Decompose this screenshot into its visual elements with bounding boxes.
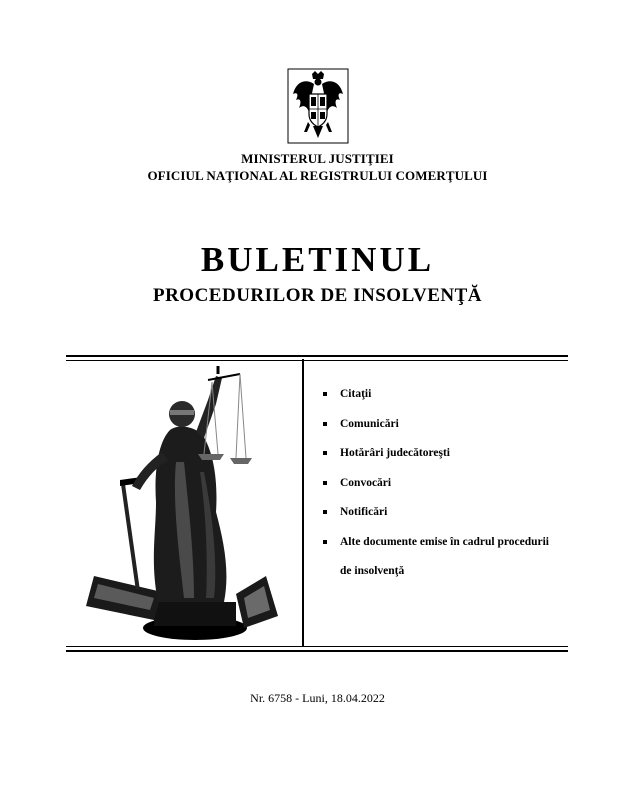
- bulletin-subtitle: PROCEDURILOR DE INSOLVENŢĂ: [152, 285, 483, 306]
- office-name: OFICIUL NAŢIONAL AL REGISTRULUI COMERŢULUI: [147, 168, 488, 183]
- top-rule-thin: [66, 360, 568, 361]
- list-item: Convocări: [322, 476, 549, 506]
- bullet-icon: [323, 451, 327, 455]
- bullet-icon: [323, 422, 327, 426]
- bullet-icon: [323, 510, 327, 514]
- list-item: Citaţii: [322, 387, 549, 417]
- top-rule-thick: [66, 355, 568, 357]
- bullet-icon: [323, 392, 327, 396]
- bottom-rule-thin: [66, 646, 568, 647]
- bulletin-title: BULETINUL: [200, 240, 435, 279]
- list-item: Comunicări: [322, 417, 549, 447]
- bottom-rule-thick: [66, 650, 568, 652]
- list-item: Notificări: [322, 505, 549, 535]
- issue-number-date: Nr. 6758 - Luni, 18.04.2022: [250, 691, 385, 705]
- column-divider: [302, 359, 304, 646]
- bullet-icon: [323, 481, 327, 485]
- list-item: Alte documente emise în cadrul procedurii de insolvenţă: [322, 535, 549, 578]
- ministry-name: MINISTERUL JUSTIŢIEI: [241, 151, 394, 166]
- coat-of-arms-icon: [287, 68, 349, 144]
- list-item: Hotărâri judecătoreşti: [322, 446, 549, 476]
- lady-justice-statue-image: [84, 362, 294, 644]
- contents-list: [322, 387, 549, 578]
- bullet-icon: [323, 540, 327, 544]
